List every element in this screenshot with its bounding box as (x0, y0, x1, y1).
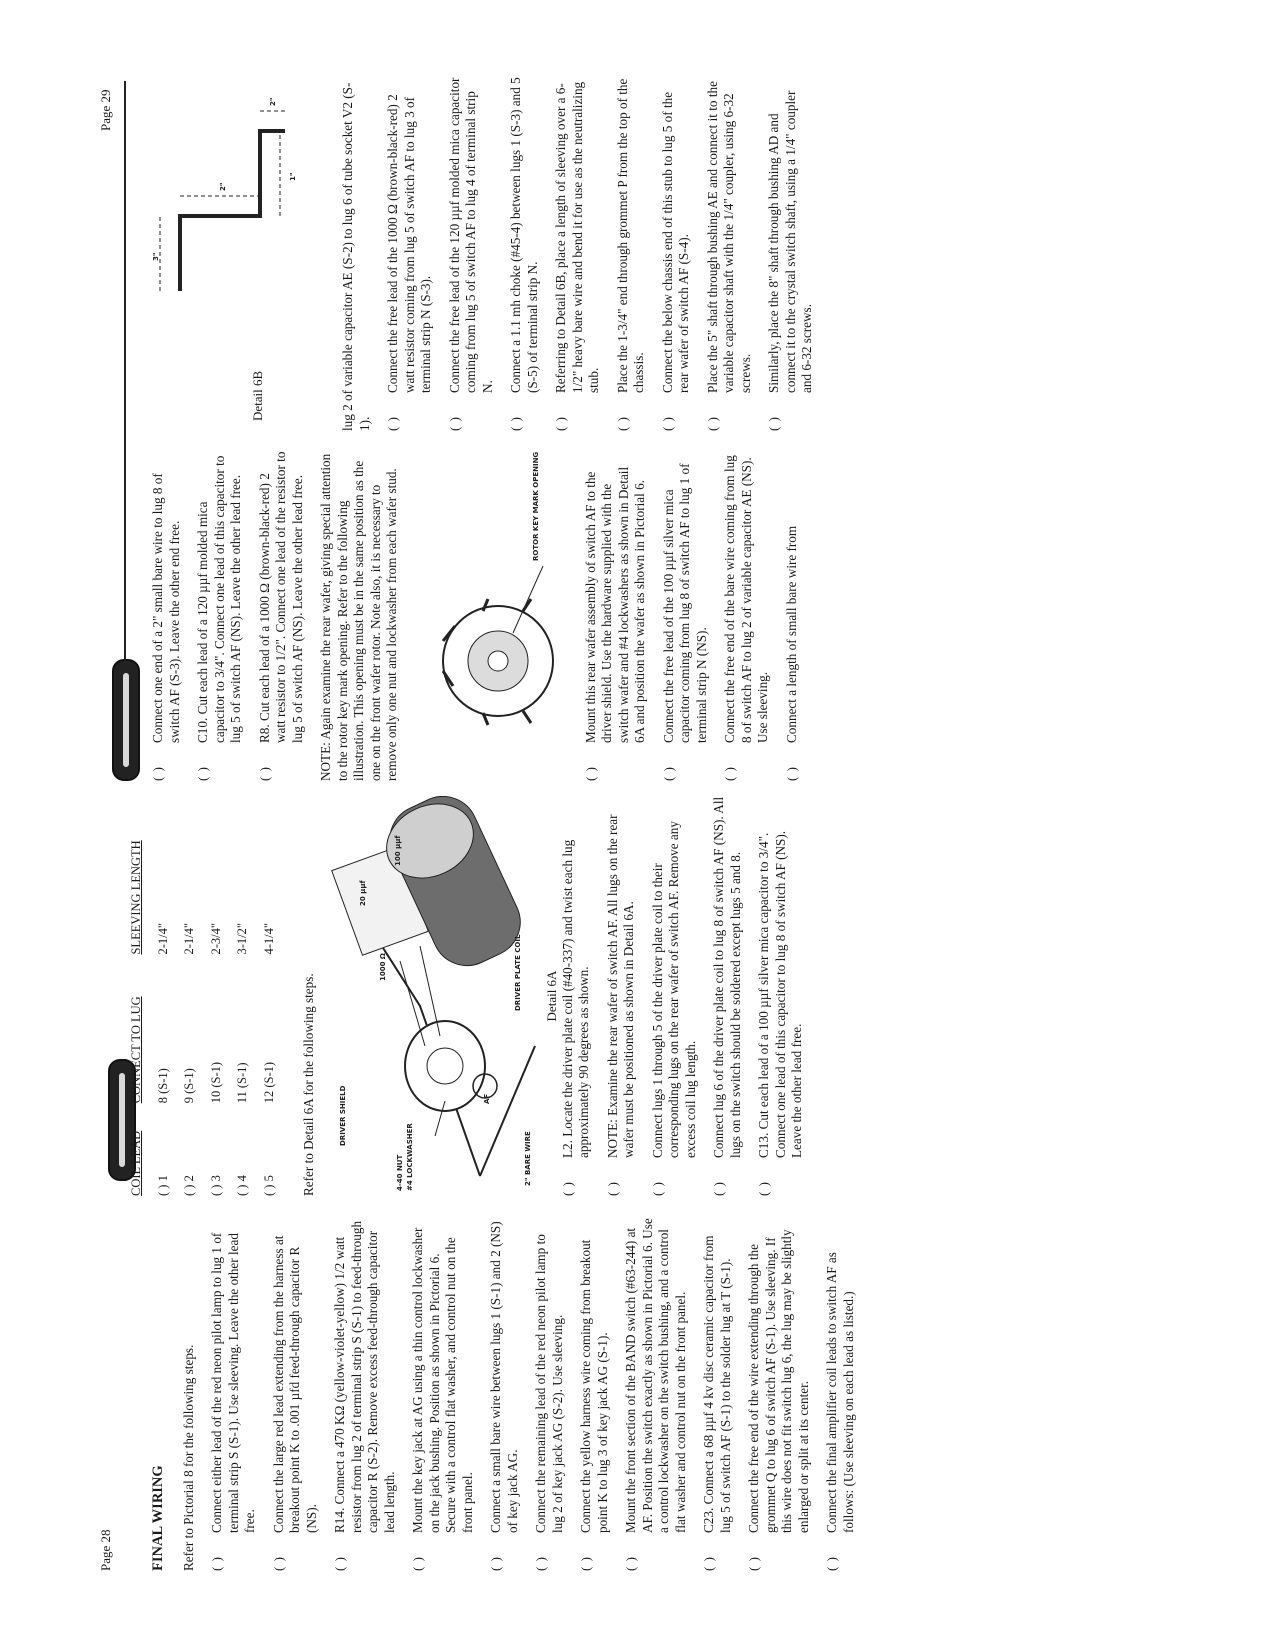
checkbox-icon[interactable]: ( ) (488, 1556, 503, 1571)
checkbox-icon[interactable]: ( ) (756, 1181, 771, 1196)
step-text: Connect lug 6 of the driver plate coil to lug 8 of switch AF (NS). All lugs on the switch should be soldered except lugs 5 and 8. (711, 796, 743, 1158)
step-text: Connect the free end of the wire extending through the grommet Q to lug 6 of switch AF (S-1). Use sleeving. If this wire does not fit switch lug 6, the lug may be slightly enlarged or split at its center. (746, 1229, 811, 1533)
table-cell: ( ) 2 (182, 1175, 196, 1196)
right-step-c-5 (615, 76, 648, 431)
label-1000-ohm: 1000 Ω (378, 953, 387, 981)
page-number-right: Page 29 (98, 89, 113, 131)
checkbox-icon[interactable]: ( ) (783, 766, 799, 781)
checkbox-icon[interactable]: ( ) (824, 1556, 839, 1571)
label-driver-shield: DRIVER SHIELD (338, 1085, 347, 1146)
middle-column (128, 796, 818, 1196)
coil-table (128, 796, 287, 1196)
left-step-2 (271, 1216, 321, 1571)
checkbox-icon[interactable]: ( ) (722, 766, 737, 781)
detail-6b-caption: Detail 6B (250, 370, 265, 421)
step-text: Connect the large red lead extending from the harness at breakout point K to .001 µfd feed-through capacitor R (NS). (270, 1235, 319, 1533)
checkbox-icon[interactable]: ( ) (623, 1556, 638, 1571)
detail-6a-caption: Detail 6A (544, 970, 559, 1022)
detail-6a-figure (330, 796, 560, 1196)
table-cell: 12 (S-1) (261, 1061, 276, 1104)
table-row (181, 796, 208, 1196)
checkbox-icon[interactable]: ( ) (746, 1556, 761, 1571)
rotor-wafer-illustration (413, 451, 583, 781)
rotor-key-label: ROTOR KEY MARK OPENING (531, 451, 540, 561)
right-step-c-6 (660, 76, 693, 431)
table-cell: ( ) 4 (235, 1175, 249, 1196)
step-text: Connect the below chassis end of this stub to lug 5 of the rear wafer of switch AF (S-4). (659, 91, 691, 393)
table-cell: 2-1/4" (182, 923, 196, 955)
table-cell: 3-1/2" (235, 923, 249, 955)
middle-step-3 (650, 796, 700, 1196)
right-step-b-1 (583, 451, 649, 781)
left-step-8 (623, 1216, 689, 1571)
header-rule (124, 81, 126, 661)
step-text: C10. Cut each lead of a 120 µµf molded mica capacitor to 3/4". Connect one lead of this capacitor to lug 5 of switch AF (NS). Leave the other lead free. (195, 455, 243, 743)
step-text: Connect the free lead of the 1000 Ω (brown-black-red) 2 watt resistor coming from lug 5 of switch AF to lug 3 of terminal strip N (S-3). (385, 94, 433, 393)
left-step-3 (332, 1216, 398, 1571)
page-number-left: Page 28 (98, 1529, 113, 1571)
right-column-2 (150, 76, 828, 431)
right-step-a-3 (257, 451, 307, 781)
checkbox-icon[interactable]: ( ) (195, 766, 210, 781)
checkbox-icon[interactable]: ( ) (533, 1556, 548, 1571)
table-cell: ( ) 3 (208, 1175, 223, 1196)
heathkit-logo-right (112, 659, 140, 781)
middle-step-4 (711, 796, 744, 1196)
left-step-5 (488, 1216, 521, 1571)
right-step-c-7 (705, 76, 755, 431)
step-text: Connect the final amplifier coil leads to switch AF as follows: (Use sleeving on each lead as listed.) (824, 1252, 856, 1533)
left-step-6 (533, 1216, 566, 1571)
checkbox-icon[interactable]: ( ) (582, 766, 598, 781)
step-text: Referring to Detail 6B, place a length of sleeving over a 6-1/2" heavy bare wire and bend it for use as the neutralizing stub. (553, 81, 601, 393)
step-text: Connect a length of small bare wire from (783, 525, 799, 743)
step-text: Place the 1-3/4" end through grommet P from the top of the chassis. (614, 78, 646, 393)
step-text: Connect the free lead of the 120 µµf molded mica capacitor coming from lug 5 of switch AF to lug 4 of terminal strip N. (446, 77, 495, 393)
middle-step-2 (605, 796, 638, 1196)
right-step-c-3 (508, 76, 541, 431)
rotor-note: NOTE: Again examine the rear wafer, giving special attention to the rotor key mark opening. Refer to the following illustration. This opening must be in the same position as the one on the front wafer rotor. Note also, it is necessary to remove only one nut and lockwasher from each wafer stud. (318, 453, 399, 781)
step-text: Connect lugs 1 through 5 of the driver plate coil to their corresponding lugs on the rear wafer of switch AF. Remove any excess coil lug length. (649, 821, 698, 1158)
detail-6b-figure (150, 76, 340, 431)
right-column-1 (150, 451, 812, 781)
coil-table-header: SLEEVING LENGTH (129, 840, 143, 955)
rotor-figure (413, 451, 583, 781)
right-step-b-3 (722, 451, 772, 781)
right-step-a-2 (195, 451, 245, 781)
right-step-a-1 (150, 451, 183, 781)
table-cell: ( ) 5 (261, 1175, 276, 1196)
table-cell: 2-1/4" (155, 923, 170, 955)
dim-d: 2" (269, 97, 277, 106)
left-steps (209, 1216, 857, 1571)
right-step-b-2 (661, 451, 711, 781)
right-step-c-8 (766, 76, 816, 431)
checkbox-icon[interactable]: ( ) (553, 416, 568, 431)
checkbox-icon[interactable]: ( ) (659, 416, 675, 431)
neutralizing-stub-drawing (150, 76, 310, 431)
right-step-c-4 (553, 76, 603, 431)
step-text: Place the 5" shaft through bushing AE and connect it to the variable capacitor shaft with the 1/4" coupler, using 6-32 screws. (704, 81, 753, 393)
right-step-b-4 (784, 451, 801, 781)
step-text: Connect the free lead of the 100 µµf silver mica capacitor coming from lug 8 of switch AF to lug 1 of terminal strip N (NS). (660, 463, 709, 743)
middle-steps (560, 796, 806, 1196)
dim-a: 3" (152, 252, 160, 261)
checkbox-icon[interactable]: ( ) (578, 1556, 593, 1571)
step-text: Similarly, place the 8" shaft through bushing AD and connect it to the crystal switch shaft, using a 1/4" coupler and 6-32 screws. (766, 90, 814, 393)
step-text: Connect either lead of the red neon pilot lamp to lug 1 of terminal strip S (S-1). Use sleeving. Leave the other lead free. (209, 1232, 257, 1533)
table-row (234, 796, 261, 1196)
left-column (150, 1216, 869, 1571)
dim-b: 2" (219, 182, 227, 191)
table-cell: ( ) 1 (155, 1175, 170, 1196)
intro-text: Refer to Pictorial 8 for the following steps. (180, 1344, 196, 1571)
checkbox-icon[interactable]: ( ) (332, 1556, 347, 1571)
step-text: R8. Cut each lead of a 1000 Ω (brown-black-red) 2 watt resistor to 1/2". Connect one lead of the resistor to lug 5 of switch AF (NS). Leave the other lead free. (256, 451, 305, 743)
continued-text: lug 2 of variable capacitor AE (S-2) to lug 6 of tube socket V2 (S-1). (340, 82, 372, 431)
label-driver-plate-coil: DRIVER PLATE COIL (513, 934, 522, 1011)
checkbox-icon[interactable]: ( ) (660, 766, 676, 781)
right-step-c-2 (447, 76, 497, 431)
table-row (155, 796, 182, 1196)
checkbox-icon[interactable]: ( ) (701, 1556, 716, 1571)
step-text: Connect the yellow harness wire coming from breakout point K to lug 3 of key jack AG (S-1). (578, 1239, 610, 1533)
table-cell: 9 (S-1) (182, 1068, 196, 1104)
checkbox-icon[interactable]: ( ) (209, 1556, 224, 1571)
right-step-c-1 (385, 76, 435, 431)
step-text: NOTE: Examine the rear wafer of switch AF. All lugs on the rear wafer must be positioned as shown in Detail 6A. (604, 814, 636, 1158)
checkbox-icon[interactable]: ( ) (766, 416, 781, 431)
checkbox-icon[interactable]: ( ) (559, 1181, 575, 1196)
step-text: Connect a 1.1 mh choke (#45-4) between lugs 1 (S-3) and 5 (S-5) of terminal strip N. (508, 77, 540, 393)
checkbox-icon[interactable]: ( ) (385, 416, 400, 431)
table-row (261, 796, 288, 1196)
table-row (208, 796, 235, 1196)
coil-table-header: CONNECT TO LUG (129, 996, 143, 1104)
dim-c: 1" (289, 172, 297, 181)
checkbox-icon[interactable]: ( ) (704, 416, 720, 431)
table-cell: 4-1/4" (261, 923, 276, 955)
middle-step-1 (560, 796, 593, 1196)
checkbox-icon[interactable]: ( ) (711, 1181, 726, 1196)
table-cell: 8 (S-1) (155, 1068, 170, 1104)
checkbox-icon[interactable]: ( ) (614, 416, 630, 431)
step-text: L2. Locate the driver plate coil (#40-337) and twist each lug approximately 90 degrees as shown. (559, 839, 591, 1158)
detail-intro: Refer to Detail 6A for the following steps. (301, 973, 316, 1196)
step-text: Mount the key jack at AG using a thin control lockwasher on the jack bushing. Position as shown in Pictorial 6. Secure with a control flat washer, and control nut on the front panel. (410, 1227, 475, 1533)
left-step-4 (410, 1216, 476, 1571)
checkbox-icon[interactable]: ( ) (150, 766, 165, 781)
step-text: Connect a small bare wire between lugs 1 (S-1) and 2 (NS) of key jack AG. (488, 1221, 520, 1533)
left-step-9 (701, 1216, 734, 1571)
label-100uuf: 100 µµf (393, 835, 402, 866)
checkbox-icon[interactable]: ( ) (410, 1556, 425, 1571)
checkbox-icon[interactable]: ( ) (270, 1556, 286, 1571)
step-text: Mount the front section of the BAND switch (#63-244) at AF. Position the switch exactly as shown in Pictorial 6. Use a control lockwasher on the switch bushing, and a control flat washer and control nut on the front panel. (623, 1218, 688, 1533)
checkbox-icon[interactable]: ( ) (508, 416, 523, 431)
step-text: Connect the remaining lead of the red neon pilot lamp to lug 2 of key jack AG (S-2). Use sleeving. (533, 1234, 565, 1533)
label-20uuf: 20 µµf (358, 880, 367, 906)
checkbox-icon[interactable]: ( ) (256, 766, 272, 781)
checkbox-icon[interactable]: ( ) (649, 1181, 665, 1196)
step-text: Connect one end of a 2" small bare wire to lug 8 of switch AF (S-3). Leave the other end free. (150, 473, 182, 743)
driver-coil-illustration (330, 796, 540, 1196)
label-bare-wire: 2" BARE WIRE (523, 1131, 532, 1186)
left-step-10 (746, 1216, 812, 1571)
step-text: Mount this rear wafer assembly of switch AF to the driver shield. Use the hardware supplied with the switch wafer and #4 lockwashers as shown in Detail 6A and position the wafer as shown in Pictorial 6. (582, 466, 647, 743)
left-step-7 (578, 1216, 611, 1571)
left-step-11 (824, 1216, 857, 1571)
checkbox-icon[interactable]: ( ) (604, 1181, 620, 1196)
label-nut: 4-40 NUT (395, 1154, 404, 1191)
section-heading: FINAL WIRING (150, 1465, 166, 1571)
label-lockwasher: #4 LOCKWASHER (405, 1123, 414, 1191)
middle-step-5 (756, 796, 806, 1196)
step-text: R14. Connect a 470 KΩ (yellow-violet-yellow) 1/2 watt resistor from lug 2 of terminal strip S (S-1) to feed-through capacitor R (S-2). Remove excess feed-through capacitor lead length. (332, 1220, 397, 1533)
label-af: AF (482, 1093, 491, 1104)
coil-table-header: COIL LEAD (129, 1130, 143, 1196)
table-cell: 2-3/4" (208, 923, 223, 955)
left-step-1 (209, 1216, 259, 1571)
table-cell: 11 (S-1) (235, 1062, 249, 1104)
checkbox-icon[interactable]: ( ) (446, 416, 462, 431)
step-text: Connect the free end of the bare wire coming from lug 8 of switch AF to lug 2 of variable capacitor AE (NS). Use sleeving. (722, 455, 770, 743)
table-cell: 10 (S-1) (208, 1061, 223, 1104)
step-text: C23. Connect a 68 µµf 4 kv disc ceramic capacitor from lug 5 of switch AF (S-1) to the solder lug at T (S-1). (701, 1235, 733, 1533)
step-text: C13. Cut each lead of a 100 µµf silver mica capacitor to 3/4". Connect one lead of this capacitor to lug 8 of switch AF (NS). Leave the other lead free. (756, 830, 804, 1158)
